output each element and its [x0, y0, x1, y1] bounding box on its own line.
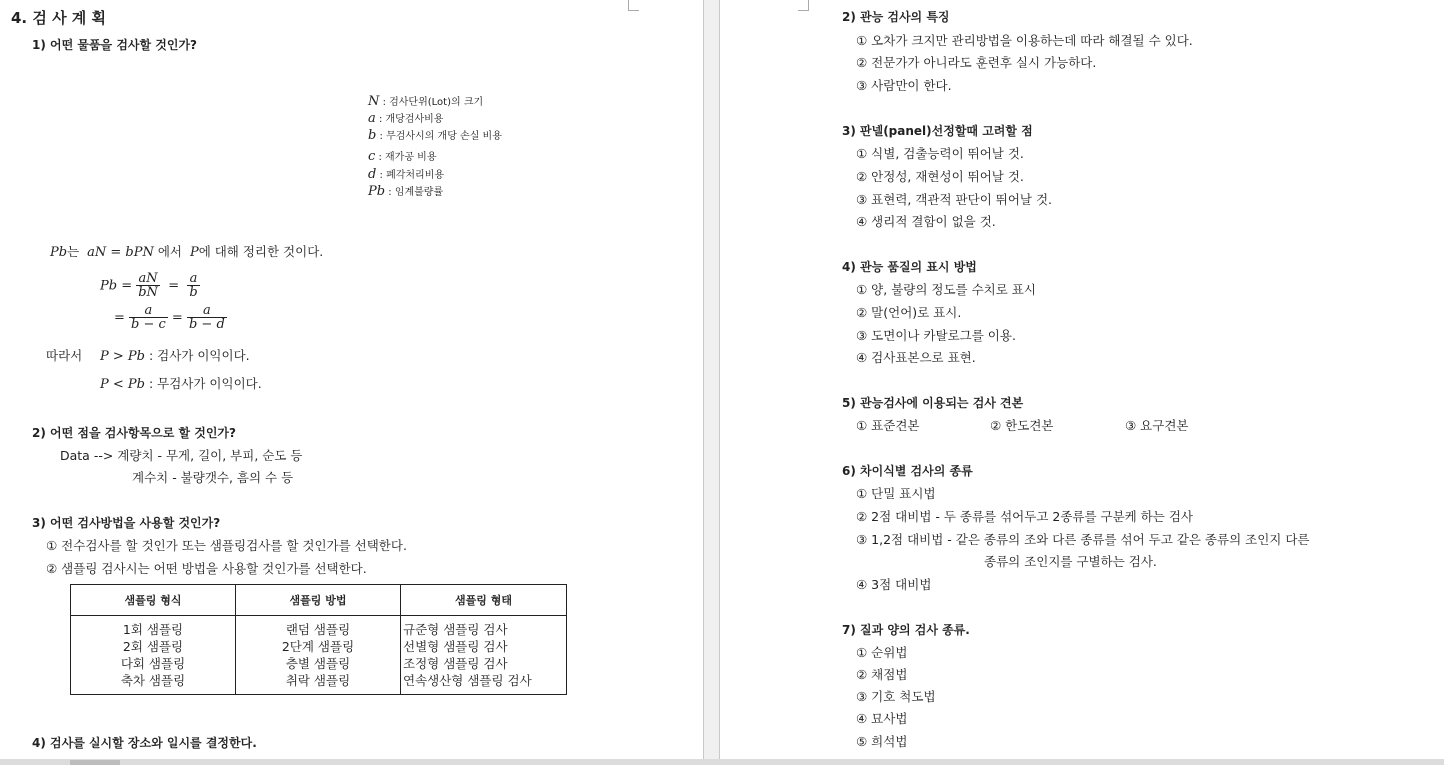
legend-row: c : 재가공 비용 [368, 149, 437, 164]
list-item: ③ 사람만이 한다. [856, 78, 952, 93]
list-item: ① 단밀 표시법 [856, 486, 936, 501]
list-item-continued: 종류의 조인지를 구별하는 검사. [984, 554, 1157, 569]
legend-row: Pb : 임계불량률 [368, 184, 444, 199]
r-section-6-title: 6) 차이식별 검사의 종류 [842, 464, 973, 478]
table-cell: 랜덤 샘플링 2단계 샘플링 층별 샘플링 취락 샘플링 [236, 616, 401, 695]
section-2-title: 2) 어떤 점을 검사항목으로 할 것인가? [32, 426, 236, 440]
list-item: ③ 표현력, 객관적 판단이 뛰어날 것. [856, 192, 1052, 207]
table-header: 샘플링 형식 [71, 585, 236, 616]
section-3-title: 3) 어떤 검사방법을 사용할 것인가? [32, 516, 221, 530]
sampling-table [70, 584, 567, 695]
legend-row: N : 검사단위(Lot)의 크기 [368, 94, 484, 109]
list-item: ① 식별, 검출능력이 뛰어날 것. [856, 146, 1024, 161]
fraction: $\frac{aN}{bN}$ [138, 271, 158, 300]
page-gutter [703, 0, 720, 765]
fraction: $\frac{a}{b}$ [189, 271, 198, 300]
right-page [720, 0, 1444, 765]
method-item: ② 샘플링 검사시는 어떤 방법을 사용할 것인가를 선택한다. [46, 561, 367, 576]
r-section-7-title: 7) 질과 양의 검사 종류. [842, 623, 970, 637]
r-section-3-title: 3) 판넬(panel)선정할때 고려할 점 [842, 124, 1033, 138]
list-item: ② 전문가가 아니라도 훈련후 실시 가능하다. [856, 55, 1097, 70]
section-1-title: 1) 어떤 물품을 검사할 것인가? [32, 38, 198, 52]
r-section-4-title: 4) 관능 품질의 표시 방법 [842, 260, 977, 274]
table-header: 샘플링 형태 [401, 585, 567, 616]
list-item: ② 채점법 [856, 667, 908, 682]
list-item: ④ 생리적 결함이 없을 것. [856, 214, 996, 229]
horizontal-scrollbar[interactable] [0, 759, 1444, 765]
list-item: ① 표준견본 [856, 418, 920, 433]
chapter-title: 4. 검 사 계 획 [11, 9, 106, 27]
formula-intro: Pb는 aN = bPN 에서 P에 대해 정리한 것이다. [50, 244, 324, 260]
page-corner-mark [628, 0, 639, 11]
page-corner-mark [798, 0, 809, 11]
list-item: ③ 요구견본 [1125, 418, 1189, 433]
list-item: ④ 검사표본으로 표현. [856, 350, 976, 365]
conclusion-prefix: 따라서 [46, 348, 83, 363]
list-item: ③ 도면이나 카탈로그를 이용. [856, 328, 1016, 343]
list-item: ① 순위법 [856, 645, 908, 660]
list-item: ③ 1,2점 대비법 - 같은 종류의 조와 다른 종류를 섞어 두고 같은 종류의 조인지 다른 [856, 532, 1310, 547]
list-item: ① 오차가 크지만 관리방법을 이용하는데 따라 해결될 수 있다. [856, 33, 1193, 48]
list-item: ⑤ 희석법 [856, 734, 908, 749]
legend-row: d : 폐각처리비용 [368, 167, 445, 182]
section-4-title: 4) 검사를 실시할 장소와 일시를 결정한다. [32, 736, 257, 750]
conclusion-1: P > Pb : 검사가 이익이다. [100, 348, 250, 364]
table-header-row [71, 585, 567, 616]
legend-row: a : 개당검사비용 [368, 111, 444, 126]
list-item: ④ 3점 대비법 [856, 577, 932, 592]
fraction: $\frac{a}{b - d}$ [188, 303, 225, 332]
scrollbar-thumb[interactable] [70, 760, 120, 765]
list-item: ② 말(언어)로 표시. [856, 305, 962, 320]
r-section-2-title: 2) 관능 검사의 특징 [842, 10, 950, 24]
conclusion-2: P < Pb : 무검사가 이익이다. [100, 376, 262, 392]
table-cell: 규준형 샘플링 검사 선별형 샘플링 검사 조정형 샘플링 검사 연속생산형 샘플링 검사 [401, 616, 567, 695]
r-section-5-title: 5) 관능검사에 이용되는 검사 견본 [842, 396, 1024, 410]
method-item: ① 전수검사를 할 것인가 또는 샘플링검사를 할 것인가를 선택한다. [46, 538, 407, 553]
table-header: 샘플링 방법 [236, 585, 401, 616]
table-cell: 1회 샘플링 2회 샘플링 다회 샘플링 축차 샘플링 [71, 616, 236, 695]
list-item: ③ 기호 척도법 [856, 689, 936, 704]
formula-line-1: Pb = $\frac{aN}{bN}$ = $\frac{a}{b}$ [100, 271, 198, 300]
list-item: ④ 묘사법 [856, 711, 908, 726]
table-row [71, 616, 567, 695]
data-line-1: Data --> 계량치 - 무게, 길이, 부피, 순도 등 [60, 448, 303, 463]
formula-line-2: = $\frac{a}{b - c}$ = $\frac{a}{b - d}$ [114, 303, 225, 332]
fraction: $\frac{a}{b - c}$ [131, 303, 166, 332]
list-item: ② 한도견본 [990, 418, 1054, 433]
list-item: ② 2점 대비법 - 두 종류를 섞어두고 2종류를 구분케 하는 검사 [856, 509, 1194, 524]
data-line-2: 계수치 - 불량갯수, 흠의 수 등 [132, 470, 294, 485]
legend-row: b : 무검사시의 개당 손실 비용 [368, 128, 502, 143]
left-page [0, 0, 703, 765]
list-item: ② 안정성, 재현성이 뛰어날 것. [856, 169, 1024, 184]
list-item: ① 양, 불량의 정도를 수치로 표시 [856, 282, 1036, 297]
